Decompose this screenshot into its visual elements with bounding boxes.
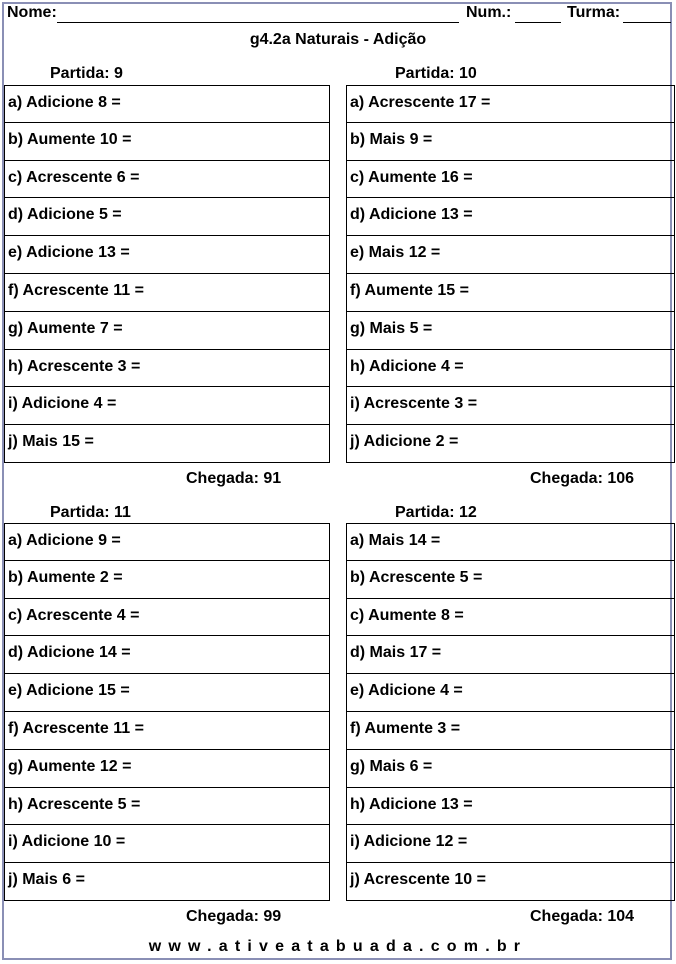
chegada-value: 106 (607, 470, 635, 487)
exercise-row[interactable]: d) Mais 17 = (347, 636, 674, 674)
exercise-row[interactable]: d) Adicione 13 = (347, 198, 674, 236)
exercise-row[interactable]: e) Mais 12 = (347, 236, 674, 274)
partida-value: 10 (459, 65, 477, 82)
num-field[interactable] (515, 22, 561, 23)
exercise-row[interactable]: b) Mais 9 = (347, 123, 674, 161)
partida-label: Partida: (50, 504, 110, 521)
exercise-row[interactable]: b) Aumente 2 = (5, 561, 329, 599)
chegada-label: Chegada: (186, 908, 259, 925)
website-footer: www.ativeatabuada.com.br (148, 938, 528, 955)
exercise-row[interactable]: e) Adicione 13 = (5, 236, 329, 274)
exercise-block-2 (346, 85, 675, 463)
exercise-block-4 (346, 523, 675, 901)
partida-value: 11 (114, 504, 131, 521)
exercise-row[interactable]: i) Acrescente 3 = (347, 387, 674, 425)
partida-3 (50, 504, 131, 522)
chegada-label: Chegada: (530, 908, 603, 925)
exercise-row[interactable]: b) Aumente 10 = (5, 123, 329, 161)
chegada-value: 104 (607, 908, 635, 925)
exercise-row[interactable]: e) Adicione 4 = (347, 674, 674, 712)
exercise-row[interactable]: j) Adicione 2 = (347, 425, 674, 463)
partida-label: Partida: (50, 65, 110, 82)
exercise-row[interactable]: i) Adicione 10 = (5, 825, 329, 863)
chegada-label: Chegada: (530, 470, 603, 487)
exercise-row[interactable]: b) Acrescente 5 = (347, 561, 674, 599)
exercise-row[interactable]: a) Mais 14 = (347, 523, 674, 561)
exercise-row[interactable]: j) Acrescente 10 = (347, 863, 674, 901)
chegada-4 (530, 908, 634, 926)
exercise-row[interactable]: c) Acrescente 6 = (5, 161, 329, 199)
turma-field[interactable] (623, 22, 671, 23)
partida-2 (395, 65, 477, 83)
nome-label: Nome: (7, 4, 57, 21)
exercise-row[interactable]: c) Aumente 8 = (347, 599, 674, 637)
exercise-row[interactable]: h) Adicione 13 = (347, 788, 674, 826)
exercise-block-3 (4, 523, 330, 901)
partida-label: Partida: (395, 504, 455, 521)
exercise-row[interactable]: g) Aumente 7 = (5, 312, 329, 350)
exercise-row[interactable]: f) Aumente 3 = (347, 712, 674, 750)
partida-label: Partida: (395, 65, 455, 82)
exercise-row[interactable]: d) Adicione 14 = (5, 636, 329, 674)
turma-label: Turma: (567, 4, 621, 21)
exercise-row[interactable]: f) Acrescente 11 = (5, 274, 329, 312)
partida-value: 9 (114, 65, 123, 82)
exercise-row[interactable]: a) Adicione 9 = (5, 523, 329, 561)
chegada-2 (530, 470, 634, 488)
exercise-row[interactable]: g) Mais 6 = (347, 750, 674, 788)
exercise-row[interactable]: d) Adicione 5 = (5, 198, 329, 236)
exercise-row[interactable]: h) Acrescente 3 = (5, 350, 329, 388)
chegada-value: 99 (263, 908, 282, 925)
partida-value: 12 (459, 504, 477, 521)
exercise-row[interactable]: c) Aumente 16 = (347, 161, 674, 199)
chegada-1 (186, 470, 281, 488)
worksheet-title: g4.2a Naturais - Adição (249, 31, 427, 48)
partida-4 (395, 504, 477, 522)
exercise-row[interactable]: c) Acrescente 4 = (5, 599, 329, 637)
exercise-row[interactable]: f) Aumente 15 = (347, 274, 674, 312)
exercise-row[interactable]: e) Adicione 15 = (5, 674, 329, 712)
chegada-3 (186, 908, 281, 926)
exercise-row[interactable]: i) Adicione 12 = (347, 825, 674, 863)
exercise-row[interactable]: h) Acrescente 5 = (5, 788, 329, 826)
exercise-row[interactable]: i) Adicione 4 = (5, 387, 329, 425)
exercise-row[interactable]: j) Mais 15 = (5, 425, 329, 463)
exercise-row[interactable]: g) Mais 5 = (347, 312, 674, 350)
exercise-row[interactable]: a) Acrescente 17 = (347, 85, 674, 123)
exercise-block-1 (4, 85, 330, 463)
exercise-row[interactable]: f) Acrescente 11 = (5, 712, 329, 750)
nome-field[interactable] (57, 22, 459, 23)
exercise-row[interactable]: j) Mais 6 = (5, 863, 329, 901)
num-label: Num.: (466, 4, 512, 21)
chegada-label: Chegada: (186, 470, 259, 487)
exercise-row[interactable]: a) Adicione 8 = (5, 85, 329, 123)
exercise-row[interactable]: h) Adicione 4 = (347, 350, 674, 388)
exercise-row[interactable]: g) Aumente 12 = (5, 750, 329, 788)
chegada-value: 91 (263, 470, 282, 487)
partida-1 (50, 65, 123, 83)
